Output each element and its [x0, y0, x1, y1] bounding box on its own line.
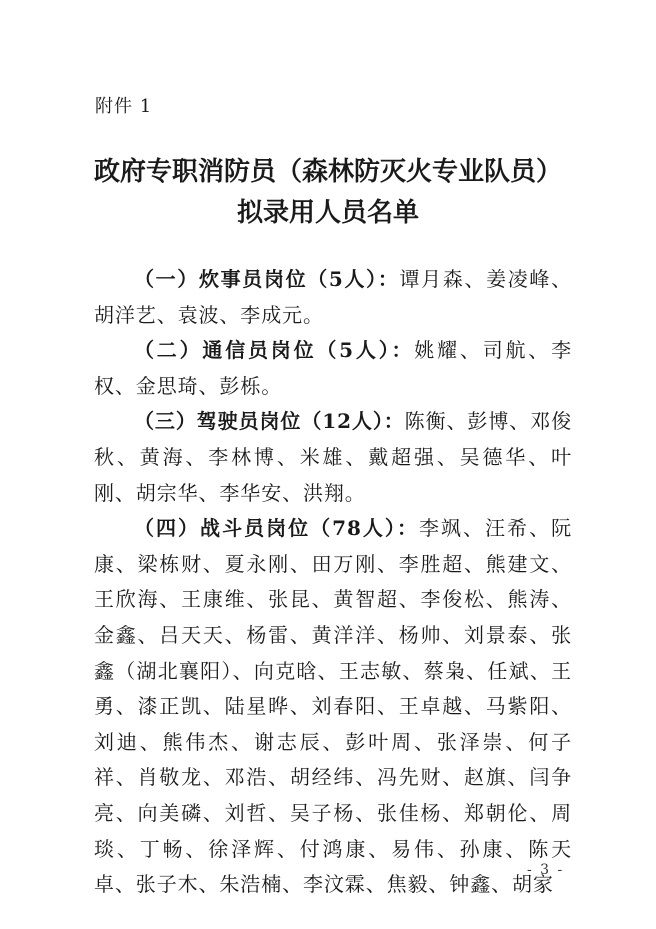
section-heading: （三）驾驶员岗位（12人）：	[134, 409, 405, 434]
document-title-line-1: 政府专职消防员（森林防灭火专业队员）	[93, 157, 562, 187]
section-communication	[94, 333, 572, 404]
section-names: 谭月森、姜凌峰、胡洋艺、袁波、李成元。	[94, 267, 572, 327]
section-heading: （二）通信员岗位（5人）：	[134, 338, 415, 363]
section-firefighter	[94, 511, 572, 903]
section-cook	[94, 262, 572, 333]
section-driver	[94, 404, 572, 511]
section-heading: （四）战斗员岗位（78人）：	[134, 516, 419, 541]
section-names: 姚耀、司航、李权、金思琦、彭栎。	[94, 338, 572, 398]
section-names: 李飒、汪希、阮康、梁栋财、夏永刚、田万刚、李胜超、熊建文、王欣海、王康维、张昆、黄智超、李俊松、熊涛、金鑫、吕天天、杨雷、黄洋洋、杨帅、刘景泰、张鑫（湖北襄阳）、向克晗、王志敏、蔡枭、任斌、王勇、漆正凯、陆星晔、刘春阳、王卓越、马紫阳、刘迪、熊伟杰、谢志辰、彭叶周、张泽崇、何子祥、肖敬龙、邓浩、胡经纬、冯先财、赵旗、闫争亮、向美磷、刘哲、吴子杨、张佳杨、郑朝伦、周琰、丁畅、徐泽辉、付鸿康、易伟、孙康、陈天卓、张子木、朱浩楠、李汶霖、焦毅、钟鑫、胡家	[94, 516, 572, 897]
document-title-line-2: 拟录用人员名单	[236, 198, 419, 228]
attachment-label: 附件 1	[95, 96, 153, 117]
document-body	[94, 262, 572, 903]
section-heading: （一）炊事员岗位（5人）：	[134, 267, 400, 291]
section-names: 陈衡、彭博、邓俊秋、黄海、李林博、米雄、戴超强、吴德华、叶刚、胡宗华、李华安、洪翔。	[94, 409, 572, 505]
page-number: - 3 -	[527, 862, 565, 878]
